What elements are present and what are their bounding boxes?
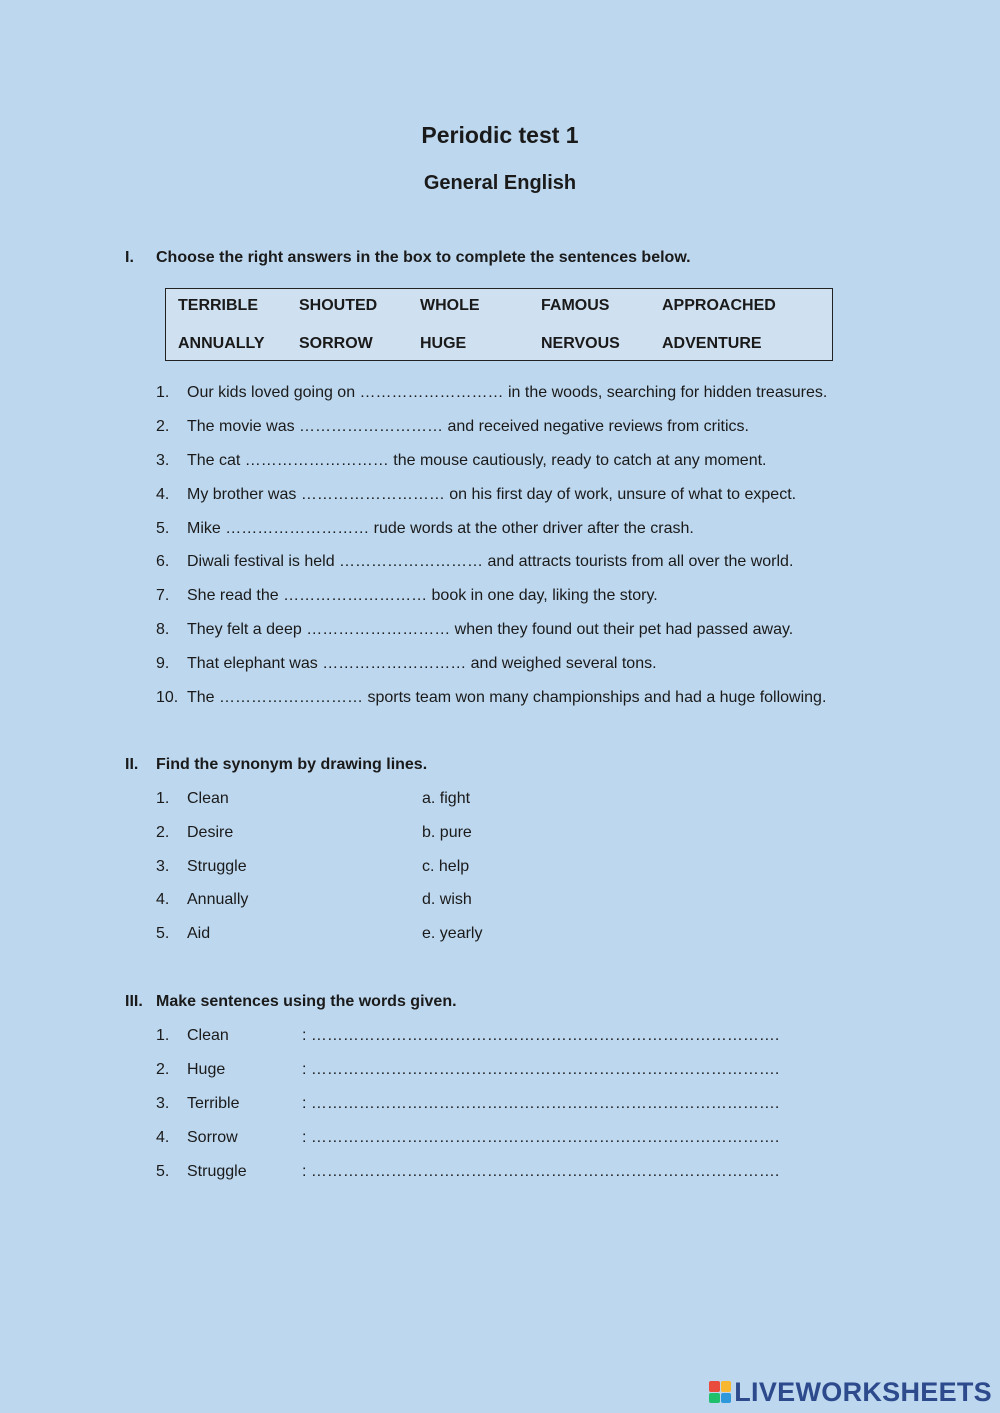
- section-2-heading: [125, 756, 427, 774]
- section-3-number: III.: [125, 993, 143, 1010]
- question-8: [156, 621, 793, 639]
- question-2: [156, 418, 749, 436]
- synonym-word: Clean: [187, 790, 229, 807]
- question-text: Mike ……………………… rude words at the other driver after the crash.: [187, 520, 694, 537]
- logo-square: [709, 1393, 720, 1404]
- question-4: [156, 486, 796, 504]
- item-number: 4.: [156, 891, 170, 908]
- question-number: 1.: [156, 384, 170, 401]
- section-1-number: I.: [125, 249, 134, 266]
- word-box-item: ANNUALLY: [178, 335, 265, 352]
- question-number: 9.: [156, 655, 170, 672]
- synonym-left-item[interactable]: [156, 790, 229, 808]
- question-text: The cat ……………………… the mouse cautiously, ready to catch at any moment.: [187, 452, 767, 469]
- answer-line[interactable]: : …………………………………………………………………………….: [302, 1129, 780, 1146]
- question-text: The movie was ……………………… and received negative reviews from critics.: [187, 418, 749, 435]
- word-box-item: NERVOUS: [541, 335, 620, 352]
- question-number: 5.: [156, 520, 170, 537]
- word-box-item: FAMOUS: [541, 297, 610, 314]
- synonym-right-item[interactable]: e. yearly: [422, 925, 483, 942]
- answer-line[interactable]: : …………………………………………………………………………….: [302, 1027, 780, 1044]
- question-10: [156, 689, 826, 707]
- question-text: They felt a deep ……………………… when they found out their pet had passed away.: [187, 621, 794, 638]
- sentence-word: Huge: [187, 1061, 226, 1078]
- item-number: 4.: [156, 1129, 170, 1146]
- synonym-left-item[interactable]: [156, 925, 210, 943]
- word-box: [165, 288, 833, 361]
- synonym-right-item[interactable]: c. help: [422, 858, 470, 875]
- word-box-item: SHOUTED: [299, 297, 378, 314]
- section-2-instruction: Find the synonym by drawing lines.: [156, 756, 428, 773]
- item-number: 1.: [156, 1027, 170, 1044]
- word-box-item: ADVENTURE: [662, 335, 762, 352]
- logo-square: [709, 1381, 720, 1392]
- section-3-heading: [125, 993, 457, 1011]
- question-number: 8.: [156, 621, 170, 638]
- section-3-instruction: Make sentences using the words given.: [156, 993, 457, 1010]
- answer-line[interactable]: : …………………………………………………………………………….: [302, 1061, 780, 1078]
- page-title: Periodic test 1: [421, 122, 579, 148]
- answer-line[interactable]: : …………………………………………………………………………….: [302, 1163, 780, 1180]
- synonym-left-item[interactable]: [156, 824, 233, 842]
- sentence-item: [156, 1061, 225, 1079]
- synonym-left-item[interactable]: [156, 891, 248, 909]
- item-number: 3.: [156, 858, 170, 875]
- synonym-right-item[interactable]: d. wish: [422, 891, 472, 908]
- question-3: [156, 452, 766, 470]
- synonym-right-item[interactable]: b. pure: [422, 824, 472, 841]
- question-number: 6.: [156, 553, 170, 570]
- synonym-right-item[interactable]: a. fight: [422, 790, 471, 807]
- answer-line[interactable]: : …………………………………………………………………………….: [302, 1095, 780, 1112]
- sentence-item: [156, 1163, 247, 1181]
- question-text: That elephant was ……………………… and weighed several tons.: [187, 655, 657, 672]
- sentence-item: [156, 1095, 239, 1113]
- word-box-item: APPROACHED: [662, 297, 776, 314]
- question-6: [156, 553, 793, 571]
- question-text: Our kids loved going on ……………………… in the woods, searching for hidden treasures.: [187, 384, 828, 401]
- question-number: 10.: [156, 689, 179, 706]
- question-text: Diwali festival is held ……………………… and attracts tourists from all over the world.: [187, 553, 794, 570]
- logo-text: LIVEWORKSHEETS: [734, 1376, 992, 1407]
- synonym-word: Desire: [187, 824, 234, 841]
- logo-square: [721, 1393, 732, 1404]
- question-text: My brother was ……………………… on his first day of work, unsure of what to expect.: [187, 486, 797, 503]
- word-box-item: HUGE: [420, 335, 467, 352]
- section-1-instruction: Choose the right answers in the box to complete the sentences below.: [156, 249, 691, 266]
- word-box-item: WHOLE: [420, 297, 480, 314]
- synonym-word: Aid: [187, 925, 211, 942]
- item-number: 2.: [156, 1061, 170, 1078]
- sentence-item: [156, 1027, 229, 1045]
- question-1: [156, 384, 827, 402]
- section-2-number: II.: [125, 756, 139, 773]
- item-number: 5.: [156, 925, 170, 942]
- sentence-word: Sorrow: [187, 1129, 238, 1146]
- synonym-word: Struggle: [187, 858, 247, 875]
- logo-square: [721, 1381, 732, 1392]
- question-9: [156, 655, 657, 673]
- question-number: 3.: [156, 452, 170, 469]
- sentence-word: Terrible: [187, 1095, 240, 1112]
- synonym-left-item[interactable]: [156, 858, 247, 876]
- sentence-item: [156, 1129, 238, 1147]
- question-text: She read the ……………………… book in one day, liking the story.: [187, 587, 658, 604]
- sentence-word: Clean: [187, 1027, 229, 1044]
- synonym-word: Annually: [187, 891, 249, 908]
- question-number: 2.: [156, 418, 170, 435]
- word-box-item: SORROW: [299, 335, 373, 352]
- question-text: The ……………………… sports team won many championships and had a huge following.: [187, 689, 827, 706]
- liveworksheets-logo[interactable]: [709, 1377, 992, 1407]
- item-number: 1.: [156, 790, 170, 807]
- question-number: 7.: [156, 587, 170, 604]
- item-number: 5.: [156, 1163, 170, 1180]
- page-subtitle: General English: [423, 172, 577, 194]
- question-7: [156, 587, 658, 605]
- word-box-item: TERRIBLE: [178, 297, 258, 314]
- question-5: [156, 520, 694, 538]
- item-number: 2.: [156, 824, 170, 841]
- question-number: 4.: [156, 486, 170, 503]
- item-number: 3.: [156, 1095, 170, 1112]
- section-1-heading: [125, 249, 691, 267]
- liveworksheets-logo-icon: [709, 1381, 731, 1403]
- sentence-word: Struggle: [187, 1163, 247, 1180]
